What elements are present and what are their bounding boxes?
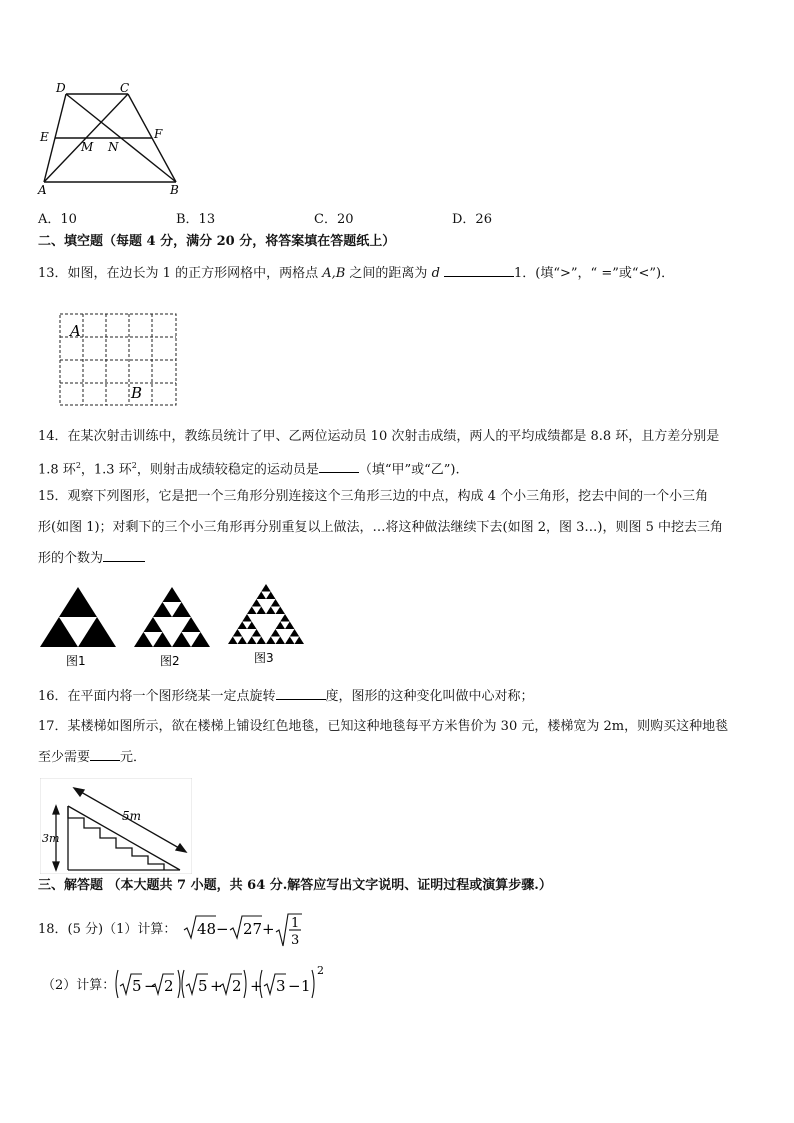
- p2-plus-a: +: [210, 977, 223, 995]
- q14-sup2: 2: [131, 461, 137, 470]
- q13-text-a: 13．如图，在边长为 1 的正方形网格中，两格点: [38, 266, 323, 281]
- grid-figure: [58, 312, 180, 408]
- q17-line2-b: 元．: [120, 750, 147, 765]
- q17-line2: [38, 745, 758, 771]
- q13-text: [38, 261, 758, 287]
- q16-text-a: 16．在平面内将一个图形绕某一定点旋转: [38, 689, 276, 704]
- figure-2-label: 图2: [160, 654, 180, 668]
- q14-line1: 14．在某次射击训练中，教练员统计了甲、乙两位运动员 10 次射击成绩，两人的平均成绩都是 8.8 环，且方差分别是: [38, 429, 720, 444]
- grid-label-b: B: [131, 384, 143, 402]
- p1-fraction-num: 1: [291, 916, 300, 931]
- section2-title: 二、填空题（每题 4 分，满分 20 分，将答案填在答题纸上）: [38, 234, 396, 249]
- p2-sqrt2-b: 2: [232, 977, 242, 995]
- section3-title: 三、解答题 （本大题共 7 小题，共 64 分.解答应写出文字说明、证明过程或演算步骤.）: [38, 878, 552, 893]
- q14-line2: [38, 453, 758, 483]
- q15-line1: 15．观察下列图形，它是把一个三角形分别连接这个三角形三边的中点，构成 4 个小三角形，挖去中间的一个小三角: [38, 489, 709, 504]
- sierpinski-figures: [38, 583, 308, 669]
- figure-1: [40, 587, 116, 647]
- label-c: C: [120, 81, 130, 95]
- q15-answer-blank[interactable]: [103, 549, 145, 562]
- q13-answer-blank[interactable]: [444, 264, 514, 277]
- staircase-figure: [40, 778, 192, 874]
- label-n: N: [108, 140, 119, 154]
- grid-label-a: A: [70, 322, 81, 340]
- option-c[interactable]: C．20: [314, 212, 354, 227]
- q14-answer-blank[interactable]: [319, 460, 359, 473]
- p1-sqrt48-radicand: 48: [197, 920, 217, 938]
- p2-plus-b: +: [250, 977, 263, 995]
- q18-part1: [38, 910, 538, 950]
- q18-part2-prefix: （2）计算：: [42, 978, 116, 993]
- q15-line3: [38, 546, 758, 572]
- q18-part2: [38, 964, 538, 1004]
- q14-part-d: （填“甲”或“乙”).: [358, 462, 460, 478]
- figure-2: [134, 587, 210, 647]
- q14-sup1: 2: [75, 461, 81, 470]
- label-m: M: [81, 140, 94, 154]
- p1-plus: +: [262, 920, 275, 938]
- q16-text-b: 度，图形的这种变化叫做中心对称；: [325, 689, 534, 704]
- label-f: F: [154, 127, 163, 141]
- q13-text-b: 之间的距离为: [345, 266, 432, 281]
- label-3m: 3m: [42, 832, 60, 845]
- label-a: A: [38, 183, 47, 197]
- p1-sqrt27-radicand: 27: [243, 920, 263, 938]
- option-a[interactable]: A．10: [38, 212, 77, 227]
- q14-part-a: 1.8 环: [38, 462, 76, 478]
- p2-minus-b: −: [288, 977, 301, 995]
- q13-var-d: d: [431, 266, 440, 281]
- q13-text-c: 1．(填“>”，“ =”或“<”)．: [514, 266, 675, 281]
- p2-sqrt5-b: 5: [198, 977, 208, 995]
- p1-fraction-den: 3: [291, 933, 300, 948]
- q15-line3-text: 形的个数为: [38, 551, 104, 566]
- q18-part2-expression: [112, 964, 332, 1004]
- p1-minus: −: [216, 920, 229, 938]
- p2-one: 1: [301, 977, 311, 995]
- q18-part1-prefix: 18．(5 分)（1）计算：: [38, 922, 177, 937]
- q14-part-b: ，1.3 环: [80, 462, 132, 478]
- q14-part-c: ，则射击成绩较稳定的运动员是: [136, 462, 319, 478]
- label-d: D: [56, 81, 66, 95]
- q17-answer-blank[interactable]: [90, 748, 120, 761]
- option-b[interactable]: B．13: [176, 212, 216, 227]
- p2-sqrt5-a: 5: [132, 977, 142, 995]
- q17-line1: 17．某楼梯如图所示，欲在楼梯上铺设红色地毯，已知这种地毯每平方米售价为 30 元，楼梯宽为 2m，则购买这种地毯: [38, 719, 729, 734]
- q13-var-ab: A,B: [322, 266, 346, 281]
- q18-part1-expression: [180, 910, 320, 950]
- label-e: E: [40, 130, 49, 144]
- figure-1-label: 图1: [66, 654, 86, 668]
- p2-minus-a: −: [144, 977, 157, 995]
- q16-text: [38, 684, 758, 710]
- figure-3: [228, 584, 304, 644]
- q16-answer-blank[interactable]: [276, 687, 326, 700]
- label-b: B: [170, 183, 179, 197]
- q17-line2-a: 至少需要: [38, 750, 91, 765]
- p2-sqrt2-a: 2: [164, 977, 174, 995]
- figure-3-label: 图3: [254, 651, 274, 665]
- p2-exponent: 2: [317, 964, 324, 977]
- label-5m: 5m: [122, 809, 142, 823]
- option-d[interactable]: D．26: [452, 212, 492, 227]
- q15-line2: 形(如图 1)；对剩下的三个小三角形再分别重复以上做法，…将这种做法继续下去(如图 2，图 3…)，则图 5 中挖去三角: [38, 520, 724, 535]
- trapezoid-figure: [36, 78, 186, 198]
- p2-sqrt3: 3: [276, 977, 286, 995]
